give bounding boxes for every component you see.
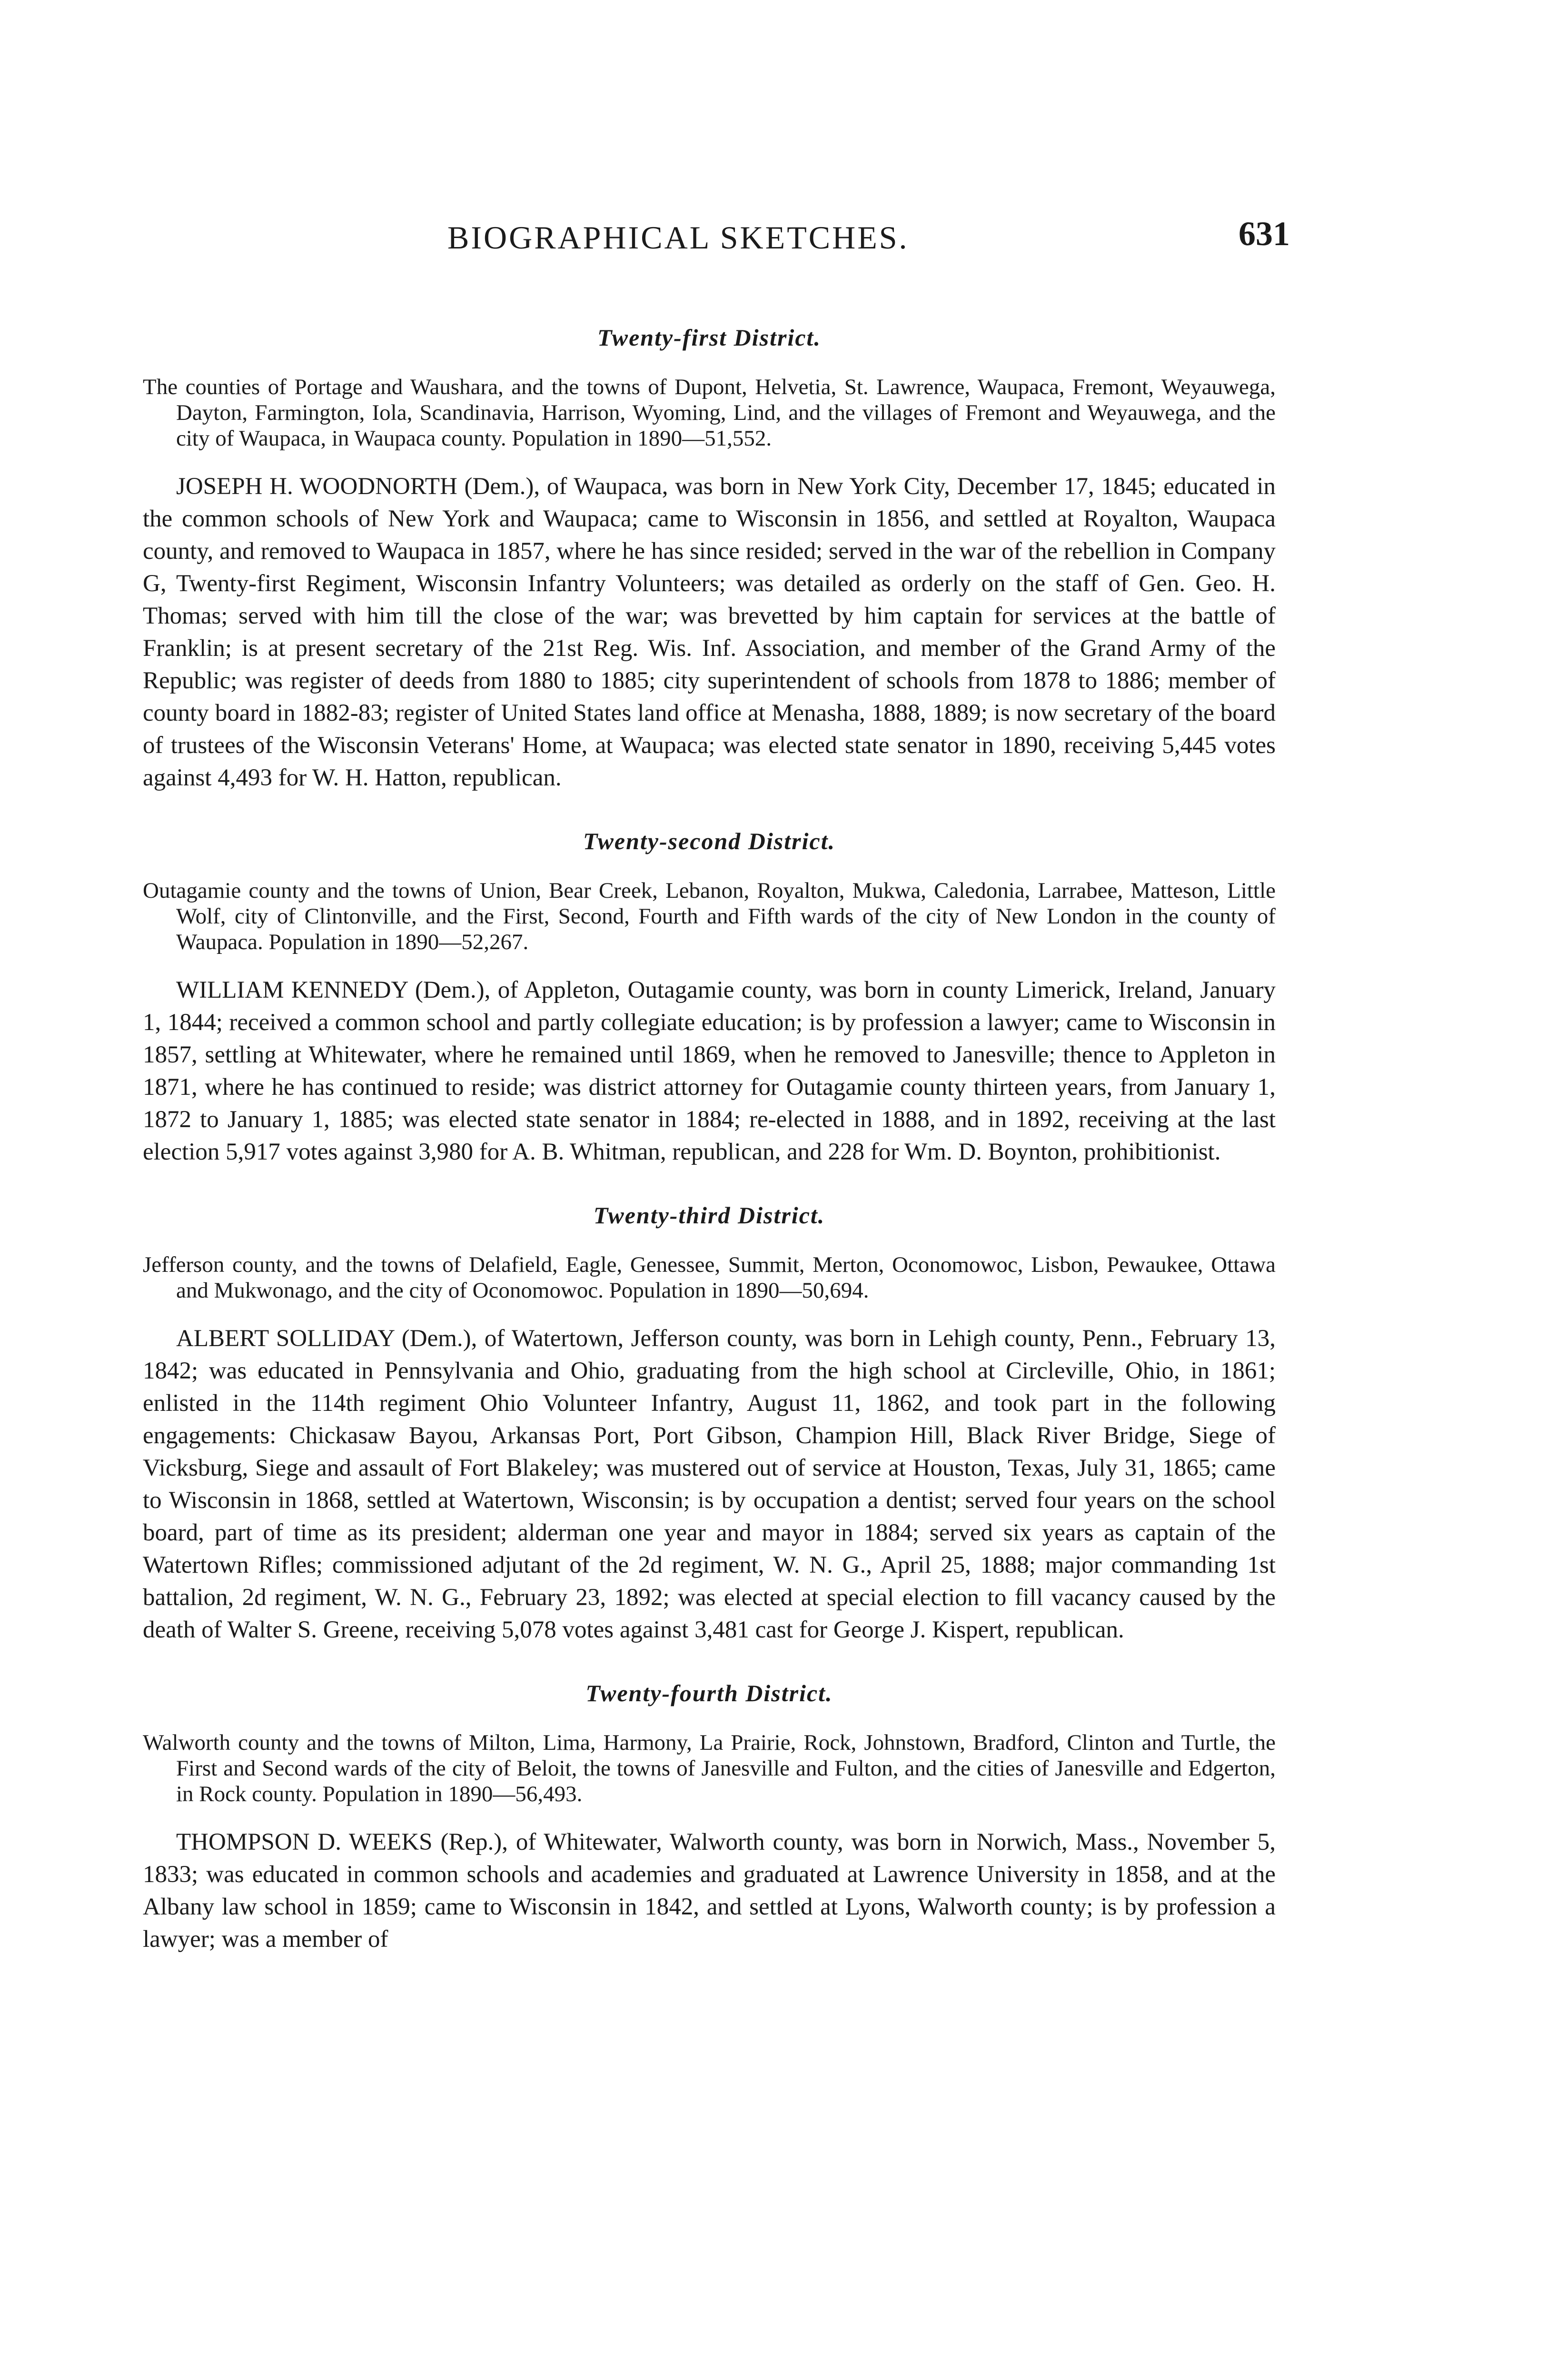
district-section-twenty-first [143,324,1276,794]
page-number: 631 [1239,215,1290,253]
document-page [143,209,1290,1955]
district-description: Walworth county and the towns of Milton, Lima, Harmony, La Prairie, Rock, Johnstown, Bradford, Clinton and Turtle, the First and Second wards of the city of Beloit, the towns of Janesville and Fulton, and the cities of Janesville and Edgerton, in Rock county. Population in 1890—56,493. [143,1730,1276,1806]
district-section-twenty-fourth [143,1679,1276,1955]
district-description: The counties of Portage and Waushara, and the towns of Dupont, Helvetia, St. Lawrence, Waupaca, Fremont, Weyauwega, Dayton, Farmington, Iola, Scandinavia, Harrison, Wyoming, Lind, and the villages of Fremont and Weyauwega, and the city of Waupaca, in Waupaca county. Population in 1890—51,552. [143,375,1276,451]
running-head [143,209,1290,267]
district-section-twenty-second [143,827,1276,1168]
district-description: Jefferson county, and the towns of Delafield, Eagle, Genessee, Summit, Merton, Oconomowoc, Lisbon, Pewaukee, Ottawa and Mukwonago, and the city of Oconomowoc. Population in 1890—50,694. [143,1252,1276,1303]
running-title: BIOGRAPHICAL SKETCHES. [447,219,909,256]
district-section-twenty-third [143,1201,1276,1646]
biographical-sketch: WILLIAM KENNEDY (Dem.), of Appleton, Outagamie county, was born in county Limerick, Ireland, January 1, 1844; received a common school and partly collegiate education; is by profession a lawyer; came to Wisconsin in 1857, settling at Whitewater, where he remained until 1869, when he removed to Janesville; thence to Appleton in 1871, where he has continued to reside; was district attorney for Outagamie county thirteen years, from January 1, 1872 to January 1, 1885; was elected state senator in 1884; re-elected in 1888, and in 1892, receiving at the last election 5,917 votes against 3,980 for A. B. Whitman, republican, and 228 for Wm. D. Boynton, prohibitionist. [143,977,1276,1165]
district-description: Outagamie county and the towns of Union, Bear Creek, Lebanon, Royalton, Mukwa, Caledonia, Larrabee, Matteson, Little Wolf, city of Clintonville, and the First, Second, Fourth and Fifth wards of the city of New London in the county of Waupaca. Population in 1890—52,267. [143,878,1276,954]
biographical-sketch: ALBERT SOLLIDAY (Dem.), of Watertown, Jefferson county, was born in Lehigh county, Penn., February 13, 1842; was educated in Pennsylvania and Ohio, graduating from the high school at Circleville, Ohio, in 1861; enlisted in the 114th regiment Ohio Volunteer Infantry, August 11, 1862, and took part in the following engagements: Chickasaw Bayou, Arkansas Port, Port Gibson, Champion Hill, Black River Bridge, Siege of Vicksburg, Siege and assault of Fort Blakeley; was mustered out of service at Houston, Texas, July 31, 1865; came to Wisconsin in 1868, settled at Watertown, Wisconsin; is by occupation a dentist; served four years on the school board, part of time as its president; alderman one year and mayor in 1884; served six years as captain of the Watertown Rifles; commissioned adjutant of the 2d regiment, W. N. G., April 25, 1888; major commanding 1st battalion, 2d regiment, W. N. G., February 23, 1892; was elected at special election to fill vacancy caused by the death of Walter S. Greene, receiving 5,078 votes against 3,481 cast for George J. Kispert, republican. [143,1325,1276,1643]
biographical-sketch: JOSEPH H. WOODNORTH (Dem.), of Waupaca, was born in New York City, December 17, 1845; educated in the common schools of New York and Waupaca; came to Wisconsin in 1856, and settled at Royalton, Waupaca county, and removed to Waupaca in 1857, where he has since resided; served in the war of the rebellion in Company G, Twenty-first Regiment, Wisconsin Infantry Volunteers; was detailed as orderly on the staff of Gen. Geo. H. Thomas; served with him till the close of the war; was brevetted by him captain for services at the battle of Franklin; is at present secretary of the 21st Reg. Wis. Inf. Association, and member of the Grand Army of the Republic; was register of deeds from 1880 to 1885; city superintendent of schools from 1878 to 1886; member of county board in 1882-83; register of United States land office at Menasha, 1888, 1889; is now secretary of the board of trustees of the Wisconsin Veterans' Home, at Waupaca; was elected state senator in 1890, receiving 5,445 votes against 4,493 for W. H. Hatton, republican. [143,473,1276,791]
district-heading: Twenty-third District. [593,1202,825,1229]
district-heading: Twenty-fourth District. [585,1680,833,1706]
biographical-sketch: THOMPSON D. WEEKS (Rep.), of Whitewater, Walworth county, was born in Norwich, Mass., November 5, 1833; was educated in common schools and academies and graduated at Lawrence University in 1858, and at the Albany law school in 1859; came to Wisconsin in 1842, and settled at Lyons, Walworth county; is by profession a lawyer; was a member of [143,1829,1276,1953]
district-heading: Twenty-first District. [597,324,821,351]
district-heading: Twenty-second District. [583,828,836,854]
